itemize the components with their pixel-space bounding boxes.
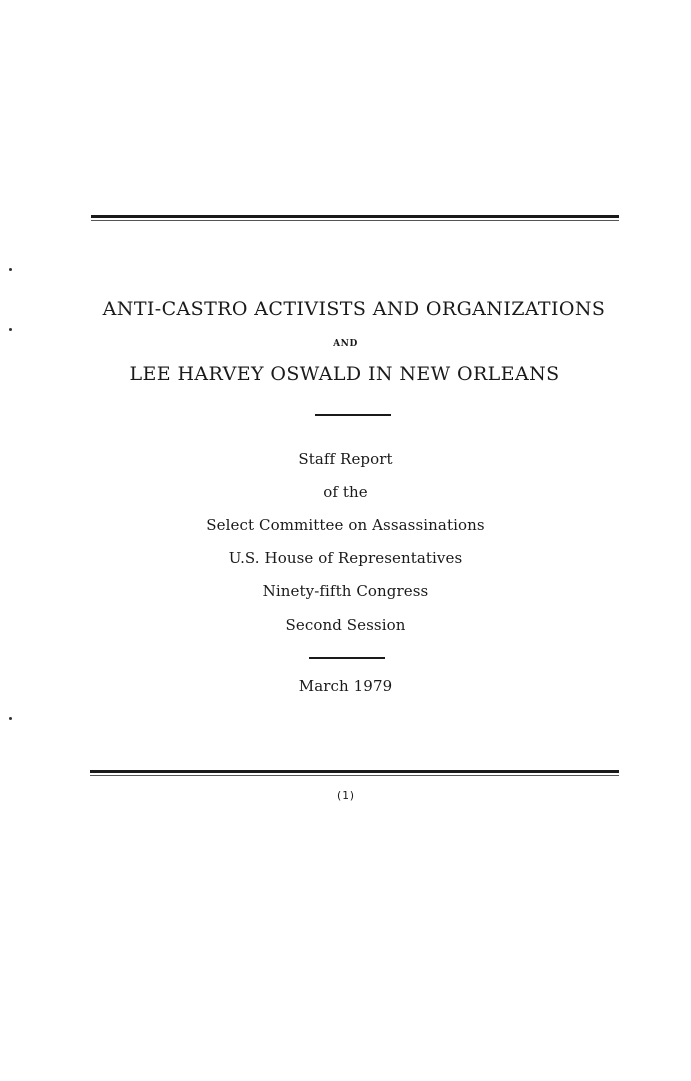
top-rule-thick xyxy=(91,215,619,218)
session-name: Second Session xyxy=(285,616,406,634)
bottom-rule-thin xyxy=(90,775,619,776)
page-number: (1) xyxy=(335,789,356,802)
top-rule-thin xyxy=(91,220,619,221)
congress-number: Ninety-fifth Congress xyxy=(262,582,429,600)
section-divider xyxy=(309,657,385,659)
chamber-name: U.S. House of Representatives xyxy=(228,549,463,567)
bottom-rule-thick xyxy=(90,770,619,773)
scan-speck xyxy=(9,717,12,720)
section-divider xyxy=(315,414,391,416)
scan-speck xyxy=(9,268,12,271)
report-of-the: of the xyxy=(323,483,368,501)
title-line-2: LEE HARVEY OSWALD IN NEW ORLEANS xyxy=(129,363,560,385)
scan-speck xyxy=(9,328,12,331)
title-line-1: ANTI-CASTRO ACTIVISTS AND ORGANIZATIONS xyxy=(102,298,606,320)
committee-name: Select Committee on Assassinations xyxy=(206,516,485,534)
report-date: March 1979 xyxy=(298,677,393,695)
title-conjunction: AND xyxy=(333,339,358,349)
report-type: Staff Report xyxy=(298,450,393,468)
